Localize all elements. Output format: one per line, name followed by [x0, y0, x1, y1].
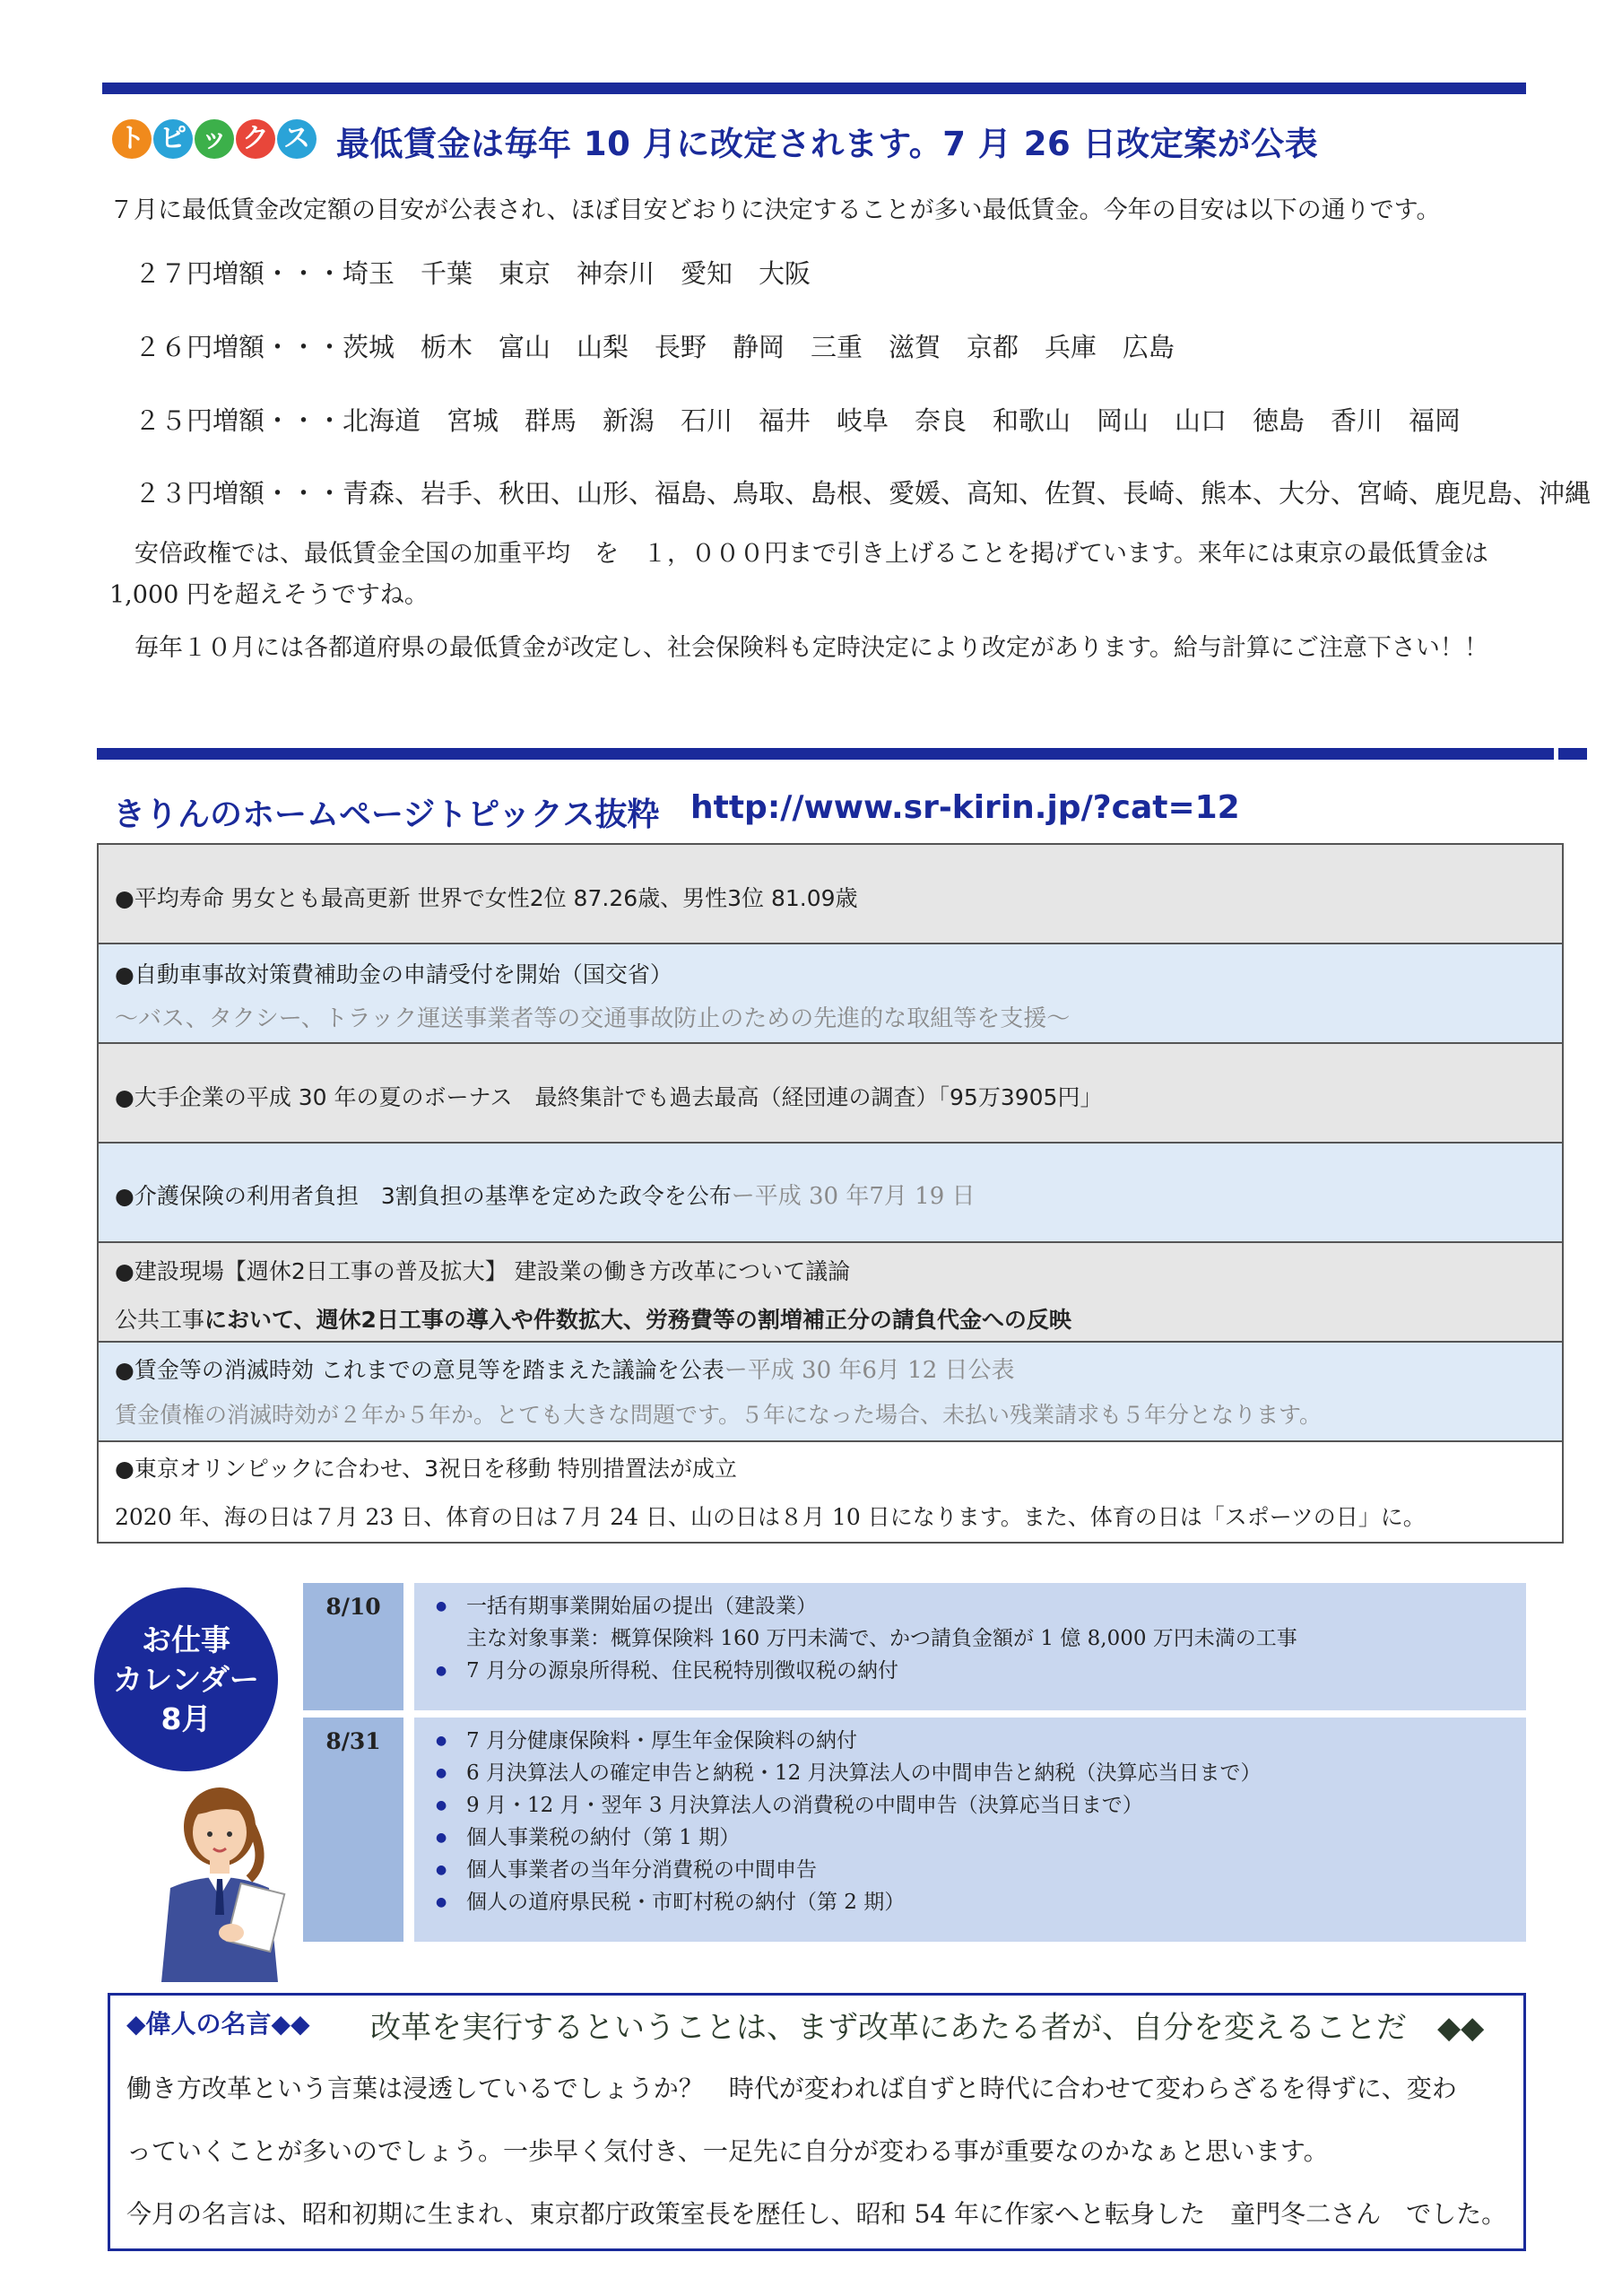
- row-detail: 2020 年、海の日は７月 23 日、体育の日は７月 24 日、山の日は８月 10 日になります。また、体育の日は「スポーツの日」に。: [115, 1504, 1426, 1530]
- topics-para-1: 安倍政権では、最低賃金全国の加重平均 を １，０００円まで引き上げることを掲げています。来年には東京の最低賃金は1,000 円を超えそうですね。: [109, 540, 1488, 609]
- row-detail-bold: において、週休2日工事の導入や件数拡大、労務費等の割増補正分の請負代金への反映: [204, 1307, 1071, 1333]
- middle-rule-end: [1558, 748, 1587, 760]
- quote-body-line: 働き方改革という言葉は浸透しているでしょうか？ 時代が変われば自ずと時代に合わせて変わらざるを得ずに、変わ: [126, 2074, 1457, 2103]
- calendar-badge-line: 8月: [160, 1700, 212, 1736]
- table-row: [99, 1044, 1562, 1144]
- calendar-entry: [414, 1583, 1526, 1710]
- top-rule: [102, 83, 1526, 94]
- wage-line: ２３円増額・・・青森、岩手、秋田、山形、福島、鳥取、島根、愛媛、高知、佐賀、長崎、熊本、大分、宮崎、鹿児島、沖縄: [134, 478, 1592, 509]
- calendar-item-note: 主な対象事業：概算保険料 160 万円未満で、かつ請負金額が 1 億 8,000 万円未満の工事: [466, 1627, 1297, 1650]
- quote-body-line: 今月の名言は、昭和初期に生まれ、東京都庁政策室長を歴任し、昭和 54 年に作家へと転身した 童門冬二さん でした。: [126, 2199, 1507, 2229]
- table-row: [99, 1144, 1562, 1243]
- row-detail: ～バス、タクシー、トラック運送事業者等の交通事故防止のための先進的な取組等を支援～: [115, 1005, 1071, 1032]
- logo-char: ッ: [195, 119, 234, 159]
- row-title: ●大手企業の平成 30 年の夏のボーナス 最終集計でも過去最高（経団連の調査）「95万3905円」: [115, 1084, 1103, 1110]
- row-title: ●介護保険の利用者負担 3割負担の基準を定めた政令を公布: [115, 1183, 732, 1209]
- topics-lead: ７月に最低賃金改定額の目安が公表され、ほぼ目安どおりに決定することが多い最低賃金。今年の目安は以下の通りです。: [109, 196, 1441, 224]
- wage-line: ２７円増額・・・埼玉 千葉 東京 神奈川 愛知 大阪: [134, 258, 811, 289]
- row-date: ー平成 30 年6月 12 日公表: [724, 1357, 1015, 1384]
- row-date: ー平成 30 年7月 19 日: [731, 1183, 976, 1210]
- calendar-badge-line: お仕事: [142, 1622, 230, 1657]
- table-row: [99, 944, 1562, 1044]
- calendar-badge-line: カレンダー: [113, 1661, 259, 1697]
- calendar-item: ● 6 月決算法人の確定申告と納税・12 月決算法人の中間申告と納税（決算応当日まで）: [466, 1757, 1526, 1789]
- table-row: [99, 1343, 1562, 1442]
- kirin-topics-table: [97, 843, 1564, 1544]
- middle-rule: [97, 748, 1554, 760]
- quote-body-line: っていくことが多いのでしょう。一歩早く気付き、一足先に自分が変わる事が重要なのかなぁと思います。: [126, 2136, 1329, 2166]
- quote-heading: ◆偉人の名言◆◆: [126, 2009, 310, 2039]
- topics-logo: [112, 119, 317, 159]
- row-title: ●賃金等の消滅時効 これまでの意見等を踏まえた議論を公表: [115, 1357, 724, 1383]
- topics-title: 最低賃金は毎年 10 月に改定されます。7 月 26 日改定案が公表: [336, 125, 1319, 163]
- logo-char: ピ: [153, 119, 193, 159]
- wage-line: ２６円増額・・・茨城 栃木 富山 山梨 長野 静岡 三重 滋賀 京都 兵庫 広島: [134, 332, 1175, 362]
- kirin-title: きりんのホームページトピックス抜粋: [113, 796, 660, 833]
- calendar-item: ● 7 月分の源泉所得税、住民税特別徴収税の納付: [466, 1655, 1526, 1687]
- quote-text: 改革を実行するということは、まず改革にあたる者が、自分を変えることだ ◆◆: [370, 2010, 1485, 2046]
- calendar-item: ● 9 月・12 月・翌年 3 月決算法人の消費税の中間申告（決算応当日まで）: [466, 1789, 1526, 1822]
- calendar-entry: [414, 1718, 1526, 1942]
- logo-char: ク: [236, 119, 275, 159]
- table-row: [99, 1442, 1562, 1542]
- topics-para-2: 毎年１０月には各都道府県の最低賃金が改定し、社会保険料も定時決定により改定があります。給与計算にご注意下さい！！: [134, 634, 1488, 662]
- calendar-badge: [94, 1587, 278, 1771]
- calendar-item: ● 一括有期事業開始届の提出（建設業）: [466, 1590, 1526, 1622]
- calendar-item: ● 7 月分健康保険料・厚生年金保険料の納付: [466, 1725, 1526, 1757]
- kirin-url[interactable]: http://www.sr-kirin.jp/?cat=12: [690, 789, 1240, 826]
- calendar-date: 8/10: [303, 1583, 403, 1710]
- table-row: [99, 1243, 1562, 1343]
- calendar-item: ● 個人事業税の納付（第 1 期）: [466, 1822, 1526, 1854]
- row-title: ●東京オリンピックに合わせ、3祝日を移動 特別措置法が成立: [115, 1456, 737, 1482]
- table-row: [99, 845, 1562, 944]
- row-title: ●平均寿命 男女とも最高更新 世界で女性2位 87.26歳、男性3位 81.09歳: [115, 885, 858, 911]
- calendar-item: ● 個人の道府県民税・市町村税の納付（第 2 期）: [466, 1886, 1526, 1918]
- quote-box: [108, 1993, 1526, 2251]
- staff-illustration: [134, 1780, 296, 1982]
- calendar-item: ● 個人事業者の当年分消費税の中間申告: [466, 1854, 1526, 1886]
- row-title: ●自動車事故対策費補助金の申請受付を開始（国交省）: [115, 961, 672, 987]
- row-detail: 賃金債権の消滅時効が２年か５年か。とても大きな問題です。５年になった場合、未払い残業請求も５年分となります。: [115, 1402, 1323, 1428]
- row-detail-plain: 公共工事: [115, 1307, 205, 1333]
- logo-char: ス: [277, 119, 317, 159]
- logo-char: ト: [112, 119, 152, 159]
- calendar-date: 8/31: [303, 1718, 403, 1942]
- wage-line: ２５円増額・・・北海道 宮城 群馬 新潟 石川 福井 岐阜 奈良 和歌山 岡山 山口 徳島 香川 福岡: [134, 405, 1462, 436]
- row-title: ●建設現場【週休2日工事の普及拡大】 建設業の働き方改革について議論: [115, 1258, 851, 1284]
